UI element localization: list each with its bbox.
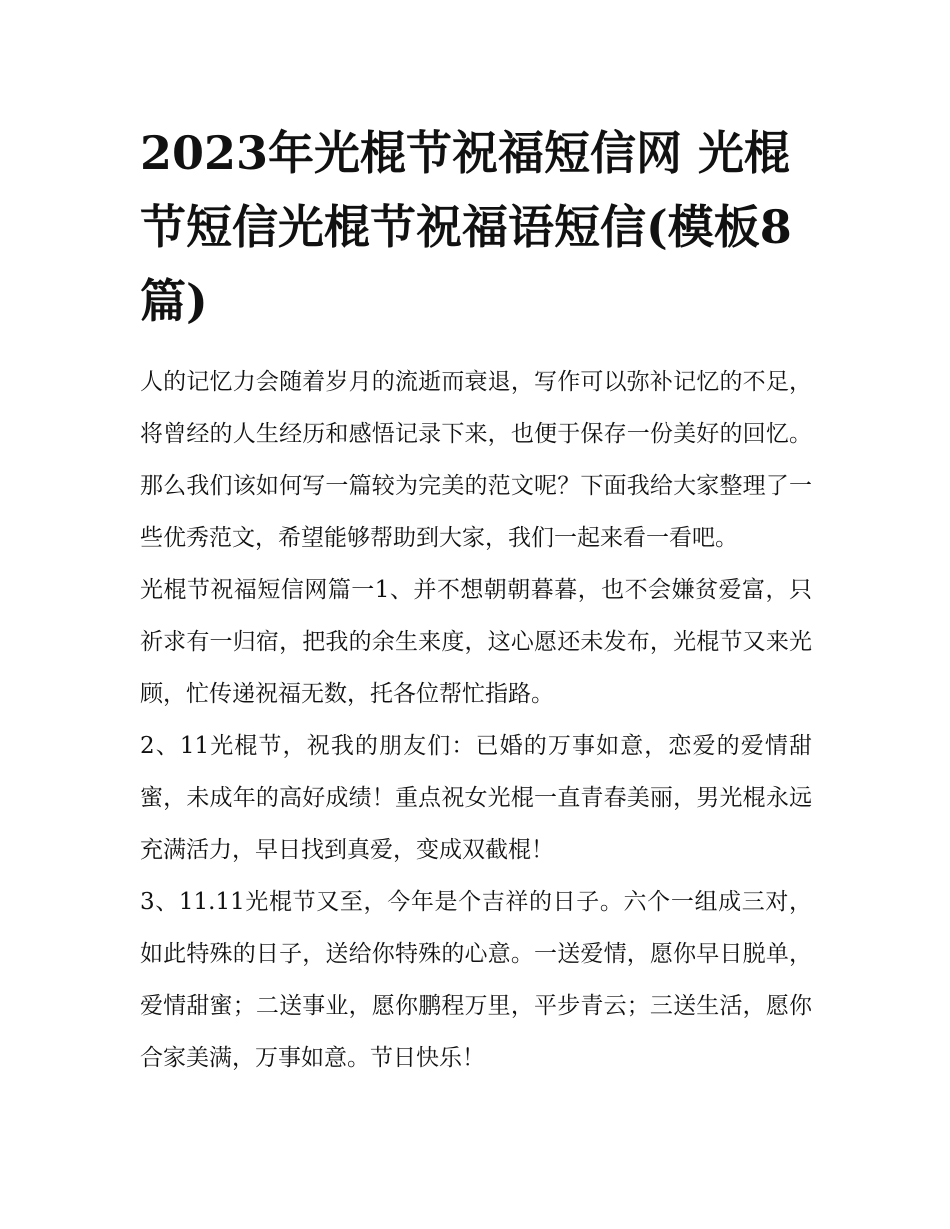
article-paragraph-3: 3、11.11光棍节又至，今年是个吉祥的日子。六个一组成三对，如此特殊的日子，送给你特殊的心意。一送爱情，愿你早日脱单，爱情甜蜜；二送事业，愿你鹏程万里，平步青云；三送生活，愿你合家美满，万事如意。节日快乐！ — [140, 889, 812, 1071]
document-page — [140, 116, 812, 1084]
article-paragraph-2: 2、11光棍节，祝我的朋友们：已婚的万事如意，恋爱的爱情甜蜜，未成年的高好成绩！重点祝女光棍一直青春美丽，男光棍永远充满活力，早日找到真爱，变成双截棍！ — [140, 733, 812, 863]
intro-paragraph: 人的记忆力会随着岁月的流逝而衰退，写作可以弥补记忆的不足，将曾经的人生经历和感悟记录下来，也便于保存一份美好的回忆。那么我们该如何写一篇较为完美的范文呢？下面我给大家整理了一些优秀范文，希望能够帮助到大家，我们一起来看一看吧。 — [140, 369, 812, 551]
article-paragraph-1: 光棍节祝福短信网篇一1、并不想朝朝暮暮，也不会嫌贫爱富，只祈求有一归宿，把我的余生来度，这心愿还未发布，光棍节又来光顾，忙传递祝福无数，托各位帮忙指路。 — [140, 577, 812, 707]
document-title: 2023年光棍节祝福短信网 光棍节短信光棍节祝福语短信(模板8篇) — [140, 126, 792, 328]
